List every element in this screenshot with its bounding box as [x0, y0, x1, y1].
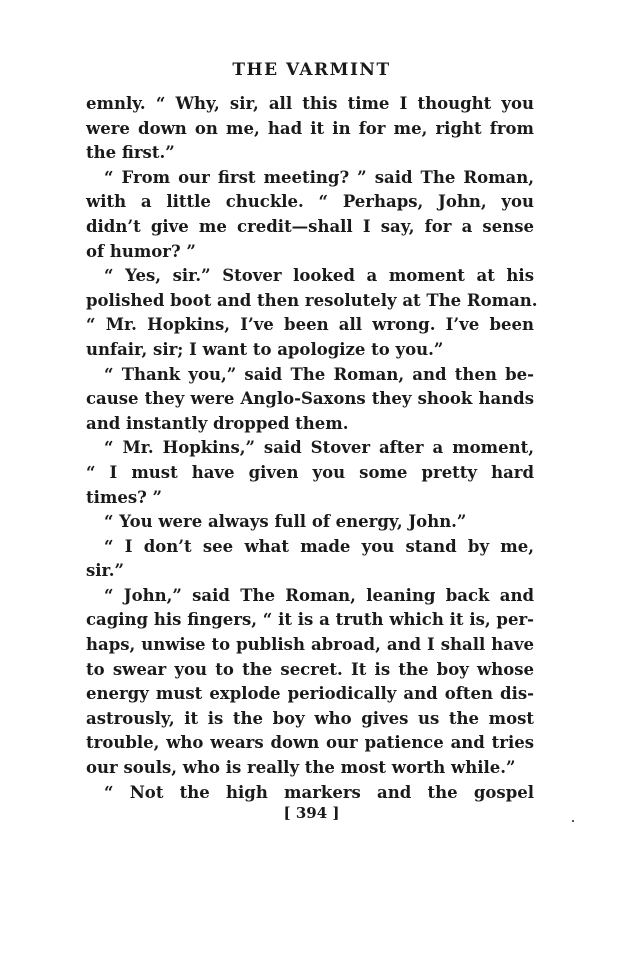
text-line: “ Not the high markers and the gospel — [104, 782, 534, 802]
page-number: [ 394 ] — [283, 804, 340, 822]
text-line: “ I don’t see what made you stand by me, — [104, 536, 534, 556]
text-line: unfair, sir; I want to apologize to you.” — [86, 339, 444, 359]
text-line: cause they were Anglo-Saxons they shook hands — [86, 389, 534, 409]
text-line: trouble, who wears down our patience and tries — [86, 733, 534, 753]
text-line: times? ” — [86, 487, 163, 507]
text-line: caging his fingers, “ it is a truth which it is, per- — [86, 610, 534, 630]
text-line: “ John,” said The Roman, leaning back and — [104, 585, 534, 605]
text-line: polished boot and then resolutely at The Roman. — [86, 290, 538, 310]
text-line: the first.” — [86, 143, 175, 163]
text-line: didn’t give me credit—shall I say, for a sense — [86, 216, 534, 236]
text-line: of humor? ” — [86, 241, 196, 261]
text-line: emnly. “ Why, sir, all this time I thought you — [86, 94, 534, 113]
text-line: our souls, who is really the most worth while.” — [86, 758, 516, 778]
text-line: “ Mr. Hopkins,” said Stover after a moment, — [104, 438, 534, 458]
text-line: “ I must have given you some pretty hard — [86, 462, 534, 482]
text-line: astrously, it is the boy who gives us the most — [86, 708, 534, 728]
text-line: sir.” — [86, 561, 124, 581]
running-header: THE VARMINT — [232, 60, 391, 80]
text-line: “ Yes, sir.” Stover looked a moment at his — [104, 266, 534, 286]
text-line: with a little chuckle. “ Perhaps, John, you — [86, 192, 534, 212]
text-line: to swear you to the secret. It is the boy whose — [86, 659, 534, 679]
text-line: “ Thank you,” said The Roman, and then be- — [104, 364, 534, 384]
text-line: haps, unwise to publish abroad, and I shall have — [86, 635, 534, 655]
text-line: and instantly dropped them. — [86, 413, 349, 433]
print-speck — [572, 820, 574, 822]
text-line: “ You were always full of energy, John.” — [104, 512, 467, 532]
text-line: energy must explode periodically and often dis- — [86, 684, 534, 704]
text-line: were down on me, had it in for me, right from — [86, 118, 534, 138]
page-body-text — [86, 92, 538, 805]
text-line: “ From our first meeting? ” said The Roman, — [104, 167, 534, 187]
text-line: “ Mr. Hopkins, I’ve been all wrong. I’ve been — [86, 315, 534, 335]
